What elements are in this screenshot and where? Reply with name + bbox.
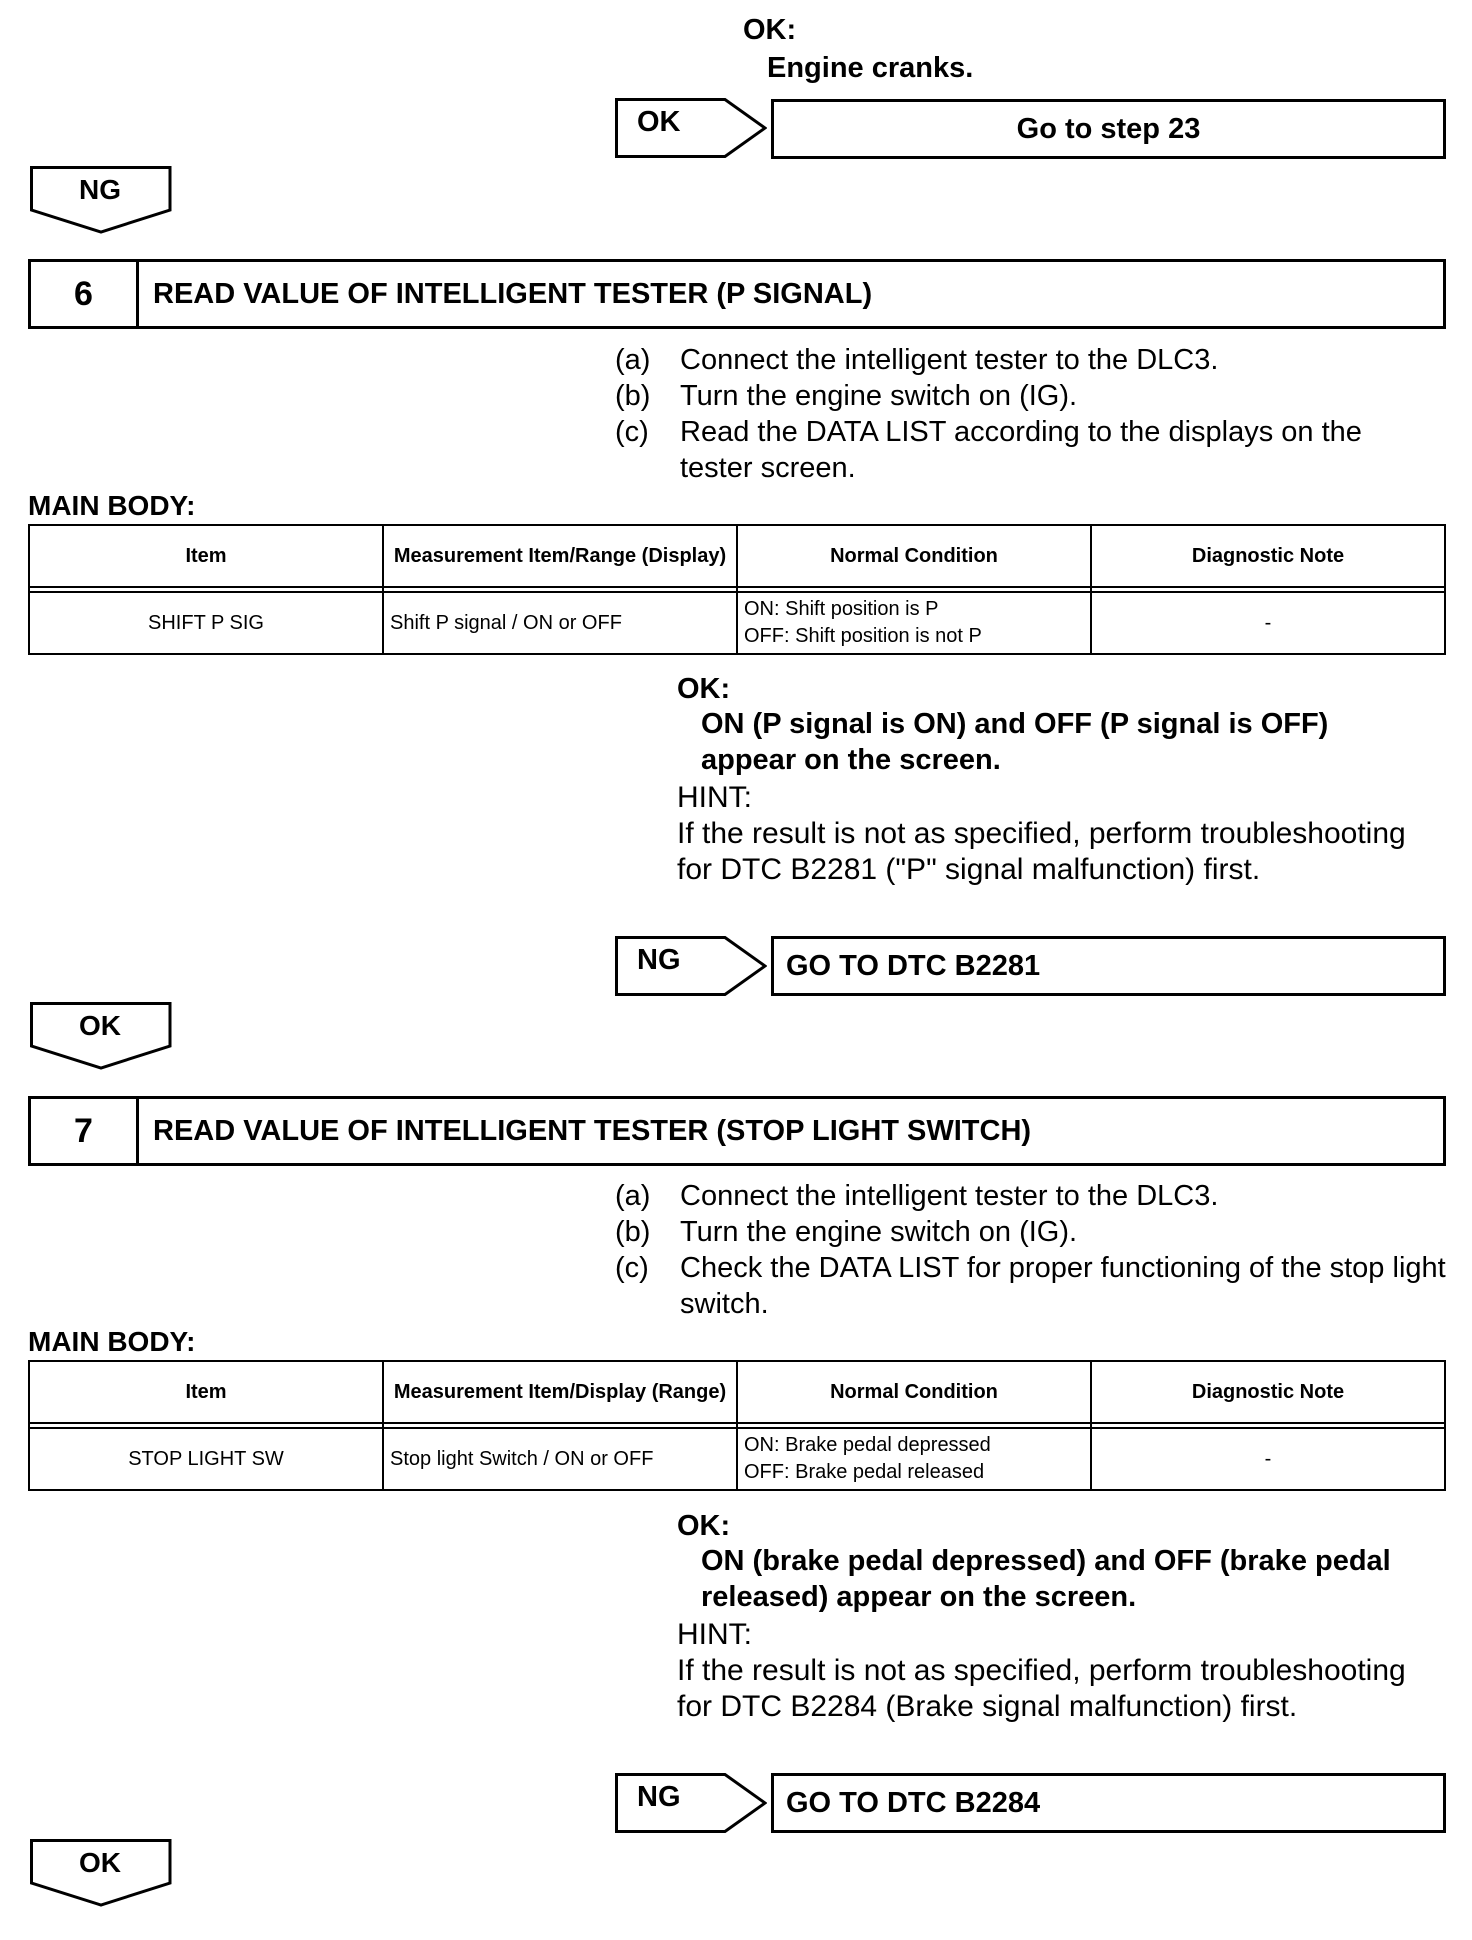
ng-branch-label: NG [79, 174, 121, 205]
table-cell: ON: Shift position is P OFF: Shift position is not P [737, 592, 1091, 654]
ok-heading: OK: [677, 1510, 731, 1542]
instruction-item: (c) Check the DATA LIST for proper functioning of the stop light switch. [615, 1252, 1446, 1320]
step-6-data-table [28, 524, 1446, 655]
table-header-cell: Diagnostic Note [1091, 1361, 1445, 1423]
table-cell: ON: Brake pedal depressed OFF: Brake pedal released [737, 1428, 1091, 1490]
ng-branch-label: NG [637, 944, 681, 976]
ok-specification: ON (brake pedal depressed) and OFF (brake pedal released) appear on the screen. [701, 1545, 1391, 1613]
table-cell: - [1091, 592, 1445, 654]
go-to-dtc-b2281-text: GO TO DTC B2281 [786, 950, 1041, 982]
table-header-cell: Measurement Item/Display (Range) [383, 1361, 737, 1423]
table-cell: Stop light Switch / ON or OFF [383, 1428, 737, 1490]
ok-branch-marker[interactable] [30, 1839, 170, 1907]
step-7-header [28, 1096, 1446, 1166]
step-7-data-table [28, 1360, 1446, 1491]
ng-branch-arrow[interactable] [615, 1773, 767, 1833]
instruction-item: (a) Connect the intelligent tester to the DLC3. [615, 344, 1219, 376]
go-to-step-23-box[interactable] [771, 99, 1446, 159]
instruction-item: (b) Turn the engine switch on (IG). [615, 1216, 1078, 1248]
step-6-header [28, 259, 1446, 329]
table-header-cell: Normal Condition [737, 1361, 1091, 1423]
step-6-number: 6 [31, 262, 139, 326]
table-cell: SHIFT P SIG [29, 592, 383, 654]
instruction-item: (c) Read the DATA LIST according to the displays on the tester screen. [615, 416, 1362, 484]
ok-specification: ON (P signal is ON) and OFF (P signal is OFF) appear on the screen. [701, 708, 1329, 776]
step-7-title: READ VALUE OF INTELLIGENT TESTER (STOP LIGHT SWITCH) [153, 1115, 1032, 1147]
ok-branch-label: OK [637, 106, 681, 138]
table-row [29, 1428, 1445, 1490]
hint-label: HINT: [677, 1618, 752, 1651]
ng-branch-arrow[interactable] [615, 936, 767, 996]
main-body-label: MAIN BODY: [28, 1326, 196, 1357]
ng-branch-marker[interactable] [30, 166, 170, 234]
table-header-cell: Item [29, 525, 383, 587]
go-to-dtc-b2284-text: GO TO DTC B2284 [786, 1787, 1041, 1819]
ok-heading: OK: [677, 673, 731, 705]
ng-branch-label: NG [637, 1781, 681, 1813]
table-cell: Shift P signal / ON or OFF [383, 592, 737, 654]
hint-text: If the result is not as specified, perform troubleshooting for DTC B2284 (Brake signal malfunction) first. [677, 1654, 1406, 1723]
table-header-cell: Measurement Item/Range (Display) [383, 525, 737, 587]
main-body-label: MAIN BODY: [28, 490, 196, 521]
table-cell: - [1091, 1428, 1445, 1490]
ok-branch-label: OK [79, 1010, 121, 1041]
table-row [29, 592, 1445, 654]
step-7-instructions [615, 1178, 1445, 1322]
instruction-item: (b) Turn the engine switch on (IG). [615, 380, 1078, 412]
step-7-number: 7 [31, 1099, 139, 1163]
ok-branch-arrow[interactable] [615, 98, 767, 158]
step-6-title: READ VALUE OF INTELLIGENT TESTER (P SIGNAL) [153, 278, 873, 310]
go-to-dtc-b2284-box[interactable] [771, 1773, 1446, 1833]
table-header-row [29, 525, 1445, 587]
hint-label: HINT: [677, 781, 752, 814]
table-cell: STOP LIGHT SW [29, 1428, 383, 1490]
ok-branch-marker[interactable] [30, 1002, 170, 1070]
table-header-cell: Item [29, 1361, 383, 1423]
ok-specification: Engine cranks. [767, 52, 974, 84]
instruction-item: (a) Connect the intelligent tester to the DLC3. [615, 1180, 1219, 1212]
ok-heading: OK: [743, 14, 797, 46]
ok-branch-label: OK [79, 1847, 121, 1878]
hint-text: If the result is not as specified, perform troubleshooting for DTC B2281 ("P" signal malfunction) first. [677, 817, 1406, 886]
table-header-row [29, 1361, 1445, 1423]
step-6-instructions [615, 342, 1415, 486]
go-to-step-23-text: Go to step 23 [1016, 113, 1201, 145]
table-header-cell: Diagnostic Note [1091, 525, 1445, 587]
table-header-cell: Normal Condition [737, 525, 1091, 587]
go-to-dtc-b2281-box[interactable] [771, 936, 1446, 996]
